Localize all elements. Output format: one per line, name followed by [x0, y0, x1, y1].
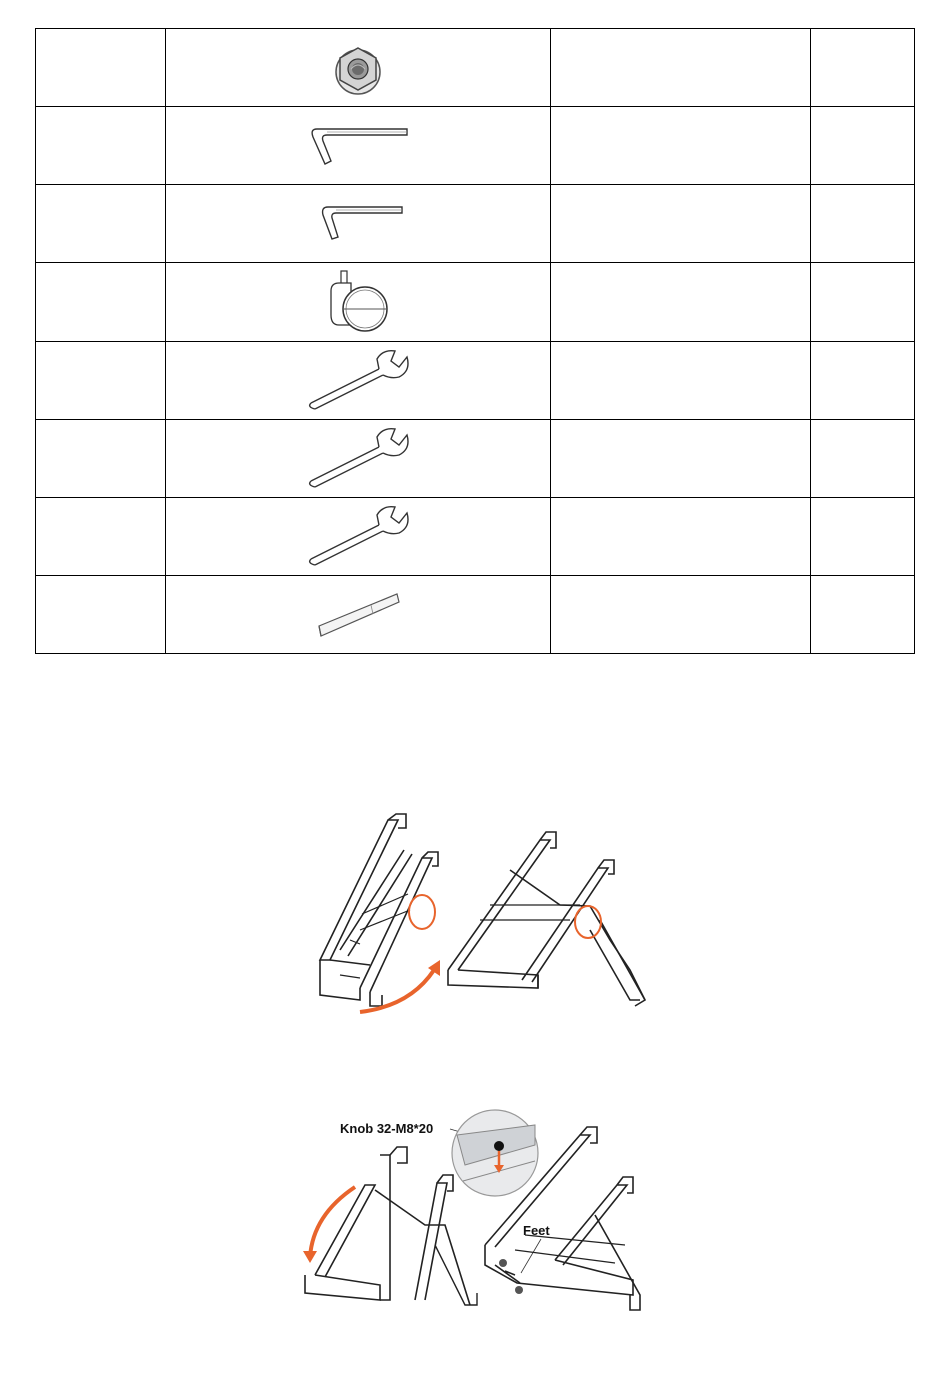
part-image-cell: [166, 263, 550, 341]
table-row: [36, 107, 915, 185]
part-image-cell: [166, 185, 550, 263]
part-number-cell: [36, 497, 166, 575]
part-qty-cell: [810, 497, 914, 575]
part-image-cell: [166, 341, 550, 419]
part-name-cell: [550, 107, 810, 185]
part-name-cell: [550, 185, 810, 263]
open-wrench-icon: [303, 347, 413, 413]
part-name-cell: [550, 575, 810, 653]
part-number-cell: [36, 29, 166, 107]
part-image-cell: [166, 575, 550, 653]
detail-zoom-circle: [452, 1110, 538, 1196]
part-qty-cell: [810, 107, 914, 185]
part-qty-cell: [810, 263, 914, 341]
hinge-highlight-circle: [409, 895, 435, 929]
feet-label: Feet: [523, 1223, 550, 1238]
table-row: [36, 263, 915, 341]
knob-label: Knob 32-M8*20: [340, 1121, 434, 1136]
table-row: [36, 497, 915, 575]
part-image-cell: [166, 107, 550, 185]
part-name-cell: [550, 263, 810, 341]
part-qty-cell: [810, 185, 914, 263]
foot-icon: [499, 1259, 507, 1267]
part-number-cell: [36, 263, 166, 341]
hex-key-small-icon: [308, 201, 408, 247]
folded-frame-drawing: [320, 814, 438, 1006]
table-row: [36, 341, 915, 419]
feet-leader-line: [521, 1239, 541, 1273]
flat-strip-icon: [313, 586, 403, 642]
flange-nut-icon: [328, 36, 388, 100]
table-row: [36, 29, 915, 107]
hinge-highlight-circle: [575, 906, 601, 938]
part-name-cell: [550, 419, 810, 497]
part-number-cell: [36, 341, 166, 419]
part-number-cell: [36, 185, 166, 263]
part-qty-cell: [810, 419, 914, 497]
part-image-cell: [166, 419, 550, 497]
arrow-head: [303, 1251, 317, 1263]
open-wrench-icon: [303, 425, 413, 491]
part-qty-cell: [810, 29, 914, 107]
part-number-cell: [36, 107, 166, 185]
part-qty-cell: [810, 575, 914, 653]
part-image-cell: [166, 29, 550, 107]
part-qty-cell: [810, 341, 914, 419]
unfold-frame-figure: [300, 810, 660, 1020]
table-row: [36, 419, 915, 497]
table-row: [36, 185, 915, 263]
open-wrench-icon: [303, 503, 413, 569]
part-name-cell: [550, 497, 810, 575]
hex-key-large-icon: [303, 121, 413, 171]
parts-table: [35, 28, 915, 654]
part-number-cell: [36, 419, 166, 497]
rotate-arrow-icon: [310, 1187, 355, 1257]
part-image-cell: [166, 497, 550, 575]
part-name-cell: [550, 341, 810, 419]
attach-feet-figure: [295, 1095, 665, 1325]
caster-wheel-icon: [323, 269, 393, 335]
rotating-frame-drawing: [305, 1147, 477, 1305]
part-number-cell: [36, 575, 166, 653]
table-row: [36, 575, 915, 653]
part-name-cell: [550, 29, 810, 107]
knob-icon: [494, 1141, 504, 1151]
unfolded-frame-drawing: [448, 832, 645, 1006]
foot-icon: [515, 1286, 523, 1294]
